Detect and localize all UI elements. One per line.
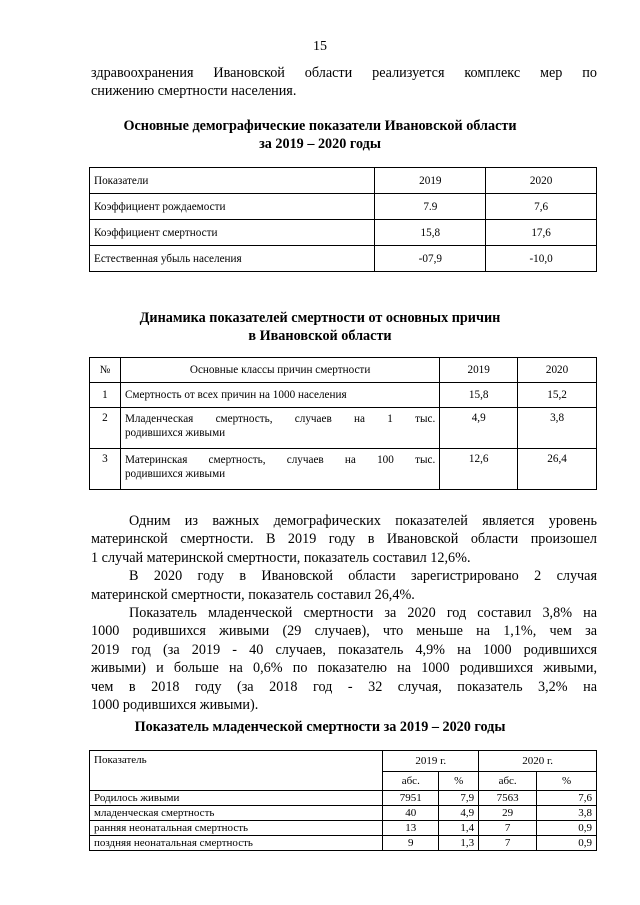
indicator-cell: поздняя неонатальная смертность: [90, 836, 383, 851]
value-cell: 15,8: [440, 383, 518, 408]
table2-title-line: в Ивановской области: [248, 328, 392, 344]
intro-paragraph: [91, 64, 597, 101]
text-line: 1 случай материнской смертности, показатель составил 12,6%.: [91, 549, 471, 566]
value-cell: 17,6: [486, 220, 597, 246]
table-header-row: [90, 751, 597, 772]
value-cell: 7951: [383, 791, 439, 806]
text-line: материнской смертности, показатель составил 26,4%.: [91, 586, 415, 603]
text-line: чем в 2018 году (за 2018 год - 32 случая, показатель 3,2% на: [91, 678, 597, 695]
table-row: [90, 383, 597, 408]
value-cell: 7: [479, 836, 537, 851]
indicator-cell: Коэффициент смертности: [90, 220, 375, 246]
cause-line: Материнская смертность, случаев на 100 тыс.: [124, 454, 436, 466]
intro-line: здравоохранения Ивановской области реализуется комплекс мер по: [91, 65, 597, 81]
value-cell: 7: [479, 821, 537, 836]
value-cell: 15,8: [375, 220, 486, 246]
value-cell: 4,9: [439, 806, 479, 821]
header-cell: 2020 г.: [479, 751, 597, 772]
table-header-row: [90, 358, 597, 383]
table2-title: [0, 309, 640, 345]
subheader-cell: абс.: [479, 772, 537, 791]
subheader-cell: %: [537, 772, 597, 791]
table2-title-line: Динамика показателей смертности от основных причин: [139, 310, 501, 326]
text-line: Одним из важных демографических показателей является уровень: [129, 513, 597, 529]
value-cell: 26,4: [518, 449, 597, 490]
indicator-cell: ранняя неонатальная смертность: [90, 821, 383, 836]
header-cell: Основные классы причин смертности: [120, 358, 439, 383]
table-row: [90, 220, 597, 246]
table-row: [90, 821, 597, 836]
value-cell: 4,9: [440, 408, 518, 449]
value-cell: 40: [383, 806, 439, 821]
header-cell: 2020: [518, 358, 597, 383]
body-text: [91, 512, 597, 714]
indicator-cell: Естественная убыль населения: [90, 246, 375, 272]
value-cell: -07,9: [375, 246, 486, 272]
header-cell: Показатели: [90, 168, 375, 194]
table-row: [90, 836, 597, 851]
table-row: [90, 449, 597, 490]
text-line: 1000 родившихся живыми).: [91, 697, 259, 714]
value-cell: 29: [479, 806, 537, 821]
row-number: 2: [90, 408, 121, 449]
table-row: [90, 246, 597, 272]
intro-line: снижению смертности населения.: [91, 83, 297, 100]
table-row: [90, 806, 597, 821]
header-cell: 2019: [375, 168, 486, 194]
value-cell: 13: [383, 821, 439, 836]
table3-title: Показатель младенческой смертности за 2019 – 2020 годы: [134, 719, 506, 735]
header-cell: №: [90, 358, 121, 383]
value-cell: 7,6: [486, 194, 597, 220]
table-row: [90, 194, 597, 220]
row-number: 1: [90, 383, 121, 408]
row-number: 3: [90, 449, 121, 490]
value-cell: 12,6: [440, 449, 518, 490]
indicator-cell: младенческая смертность: [90, 806, 383, 821]
subheader-cell: абс.: [383, 772, 439, 791]
value-cell: -10,0: [486, 246, 597, 272]
demographic-indicators-table: [89, 167, 597, 272]
indicator-cell: Коэффициент рождаемости: [90, 194, 375, 220]
header-cell: 2020: [486, 168, 597, 194]
value-cell: 9: [383, 836, 439, 851]
indicator-cell: Родилось живыми: [90, 791, 383, 806]
value-cell: 3,8: [518, 408, 597, 449]
value-cell: 7,9: [439, 791, 479, 806]
table1-title-line: за 2019 – 2020 годы: [259, 136, 381, 152]
subheader-cell: %: [439, 772, 479, 791]
value-cell: 1,3: [439, 836, 479, 851]
table-row: [90, 791, 597, 806]
table-row: [90, 408, 597, 449]
value-cell: 1,4: [439, 821, 479, 836]
value-cell: 7563: [479, 791, 537, 806]
value-cell: 15,2: [518, 383, 597, 408]
table-header-row: [90, 168, 597, 194]
cause-cell: Смертность от всех причин на 1000 населения: [120, 383, 439, 408]
page-number: 15: [313, 39, 327, 54]
infant-mortality-table: [89, 750, 597, 851]
value-cell: 3,8: [537, 806, 597, 821]
cause-cell: [120, 449, 439, 490]
text-line: материнской смертности. В 2019 году в Ивановской области произошел: [91, 531, 597, 548]
cause-cell: [120, 408, 439, 449]
value-cell: 0,9: [537, 836, 597, 851]
text-line: живыми) и больше на 0,6% по показателю на 1000 родившихся живыми,: [91, 660, 597, 677]
text-line: 1000 родившихся живыми (29 случаев), что меньше на 1,1%, чем за: [91, 623, 597, 640]
cause-line: Младенческая смертность, случаев на 1 тыс.: [124, 413, 436, 425]
text-line: Показатель младенческой смертности за 2020 год составил 3,8% на: [129, 605, 597, 622]
text-line: В 2020 году в Ивановской области зарегистрировано 2 случая: [129, 568, 597, 585]
cause-line: родившихся живыми: [124, 468, 226, 480]
value-cell: 7,6: [537, 791, 597, 806]
value-cell: 7.9: [375, 194, 486, 220]
header-cell: 2019: [440, 358, 518, 383]
cause-line: родившихся живыми: [124, 427, 226, 439]
table1-title: [0, 117, 640, 153]
text-line: 2019 год (за 2019 - 40 случаев, показатель 4,9% на 1000 родившихся: [91, 641, 597, 658]
value-cell: 0,9: [537, 821, 597, 836]
mortality-causes-table: [89, 357, 597, 490]
header-cell: Показатель: [90, 751, 383, 791]
table1-title-line: Основные демографические показатели Ивановской области: [123, 118, 517, 134]
header-cell: 2019 г.: [383, 751, 479, 772]
